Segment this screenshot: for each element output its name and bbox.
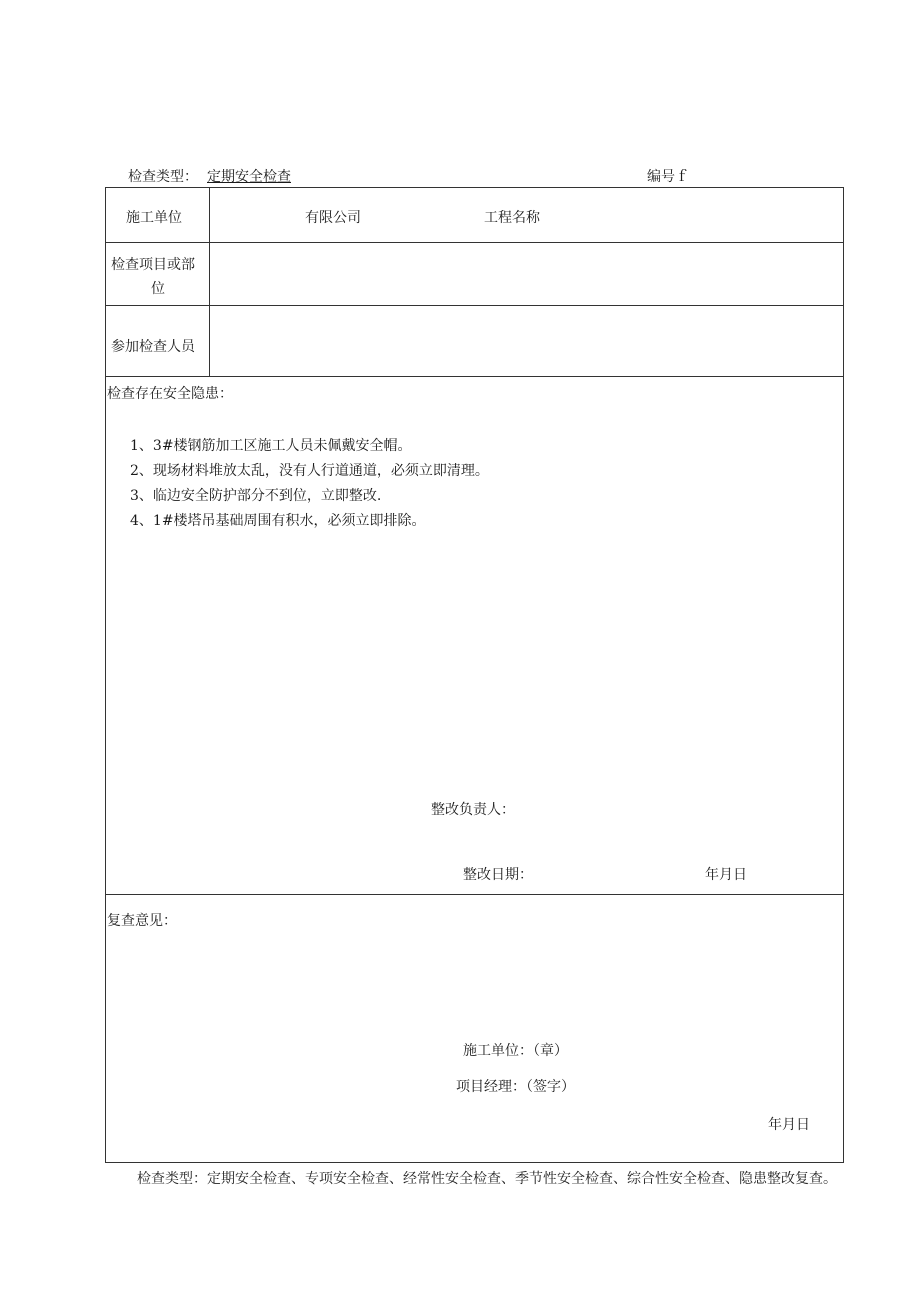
manager-sign-label: 项目经理：（签字） bbox=[456, 1079, 575, 1095]
row-divider bbox=[106, 305, 843, 306]
hazard-item: 3、临边安全防护部分不到位，立即整改. bbox=[130, 488, 382, 504]
form-number-label: 编号ｆ bbox=[647, 169, 689, 185]
inspection-item-label-cont: 位 bbox=[151, 281, 165, 297]
review-title: 复查意见： bbox=[107, 913, 177, 929]
construction-unit-label: 施工单位 bbox=[126, 210, 182, 226]
hazards-title: 检查存在安全隐患： bbox=[107, 386, 233, 402]
project-name-label: 工程名称 bbox=[484, 210, 540, 226]
row-divider bbox=[106, 894, 843, 895]
row-divider bbox=[106, 376, 843, 377]
hazard-item: 1、3#楼钢筋加工区施工人员未佩戴安全帽。 bbox=[130, 438, 412, 454]
rectify-person-label: 整改负责人： bbox=[431, 802, 515, 818]
row-divider bbox=[106, 242, 843, 243]
footer-note-text: 定期安全检查、专项安全检查、经常性安全检查、季节性安全检查、综合性安全检查、隐患整改复查。 bbox=[207, 1171, 837, 1187]
inspection-form bbox=[105, 187, 844, 1163]
footer-note bbox=[137, 1167, 847, 1191]
rectify-date-label: 整改日期： bbox=[463, 867, 533, 883]
inspection-type-label: 检查类型： bbox=[128, 169, 198, 185]
rectify-date-ymd: 年月日 bbox=[705, 867, 747, 883]
inspection-type-value: 定期安全检查 bbox=[207, 169, 291, 185]
participants-label: 参加检查人员 bbox=[111, 339, 195, 355]
footer-note-label: 检查类型： bbox=[137, 1171, 207, 1187]
column-divider bbox=[209, 188, 210, 376]
construction-unit-value: 有限公司 bbox=[305, 210, 361, 226]
hazard-item: 2、现场材料堆放太乱，没有人行道通道，必须立即清理。 bbox=[130, 463, 489, 479]
inspection-item-label: 检查项目或部 bbox=[111, 257, 195, 273]
hazard-item: 4、1#楼塔吊基础周围有积水，必须立即排除。 bbox=[130, 513, 426, 529]
review-date-ymd: 年月日 bbox=[768, 1117, 810, 1133]
unit-seal-label: 施工单位：（章） bbox=[463, 1043, 568, 1059]
